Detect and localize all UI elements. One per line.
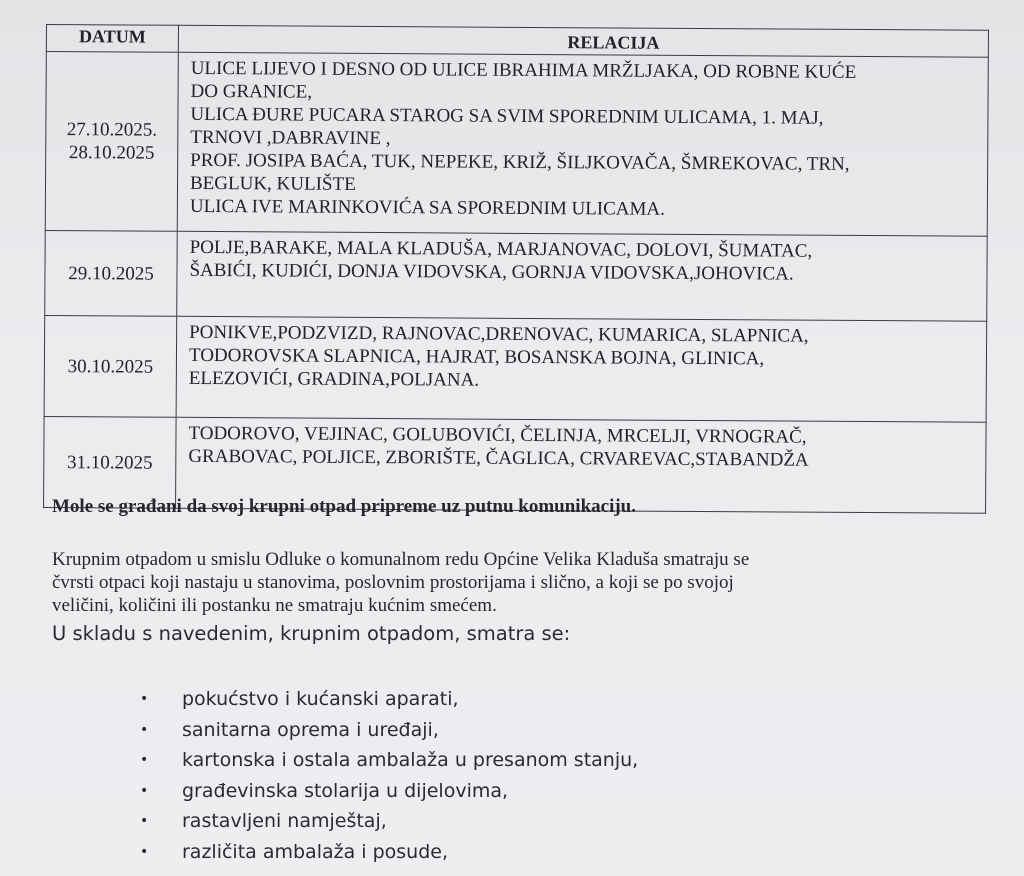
list-item (140, 837, 638, 868)
date-cell (45, 52, 178, 232)
list-item (140, 684, 638, 715)
definition-line: veličini, količini ili postanku ne smatraju kućnim smećem. (52, 595, 497, 616)
waste-item-list (140, 684, 638, 867)
date-text: 28.10.2025 (68, 142, 155, 164)
schedule-table (43, 24, 989, 514)
relation-cell (176, 316, 987, 422)
list-item (140, 776, 638, 807)
table-row (44, 315, 987, 422)
header-date: DATUM (46, 25, 178, 53)
relation-line: PONIKVE,PODZVIZD, RAJNOVAC,DRENOVAC, KUMARICA, SLAPNICA, (189, 321, 809, 347)
relation-line: BEGLUK, KULIŠTE (189, 172, 356, 195)
relation-line: TODOROVO, VEJINAC, GOLUBOVIĆI, ČELINJA, MRCELJI, VRNOGRAČ, (188, 422, 807, 448)
relation-cell (177, 52, 988, 236)
date-cell (44, 416, 177, 508)
list-item-text: različita ambalaža i posude, (182, 840, 449, 863)
list-item-text: rastavljeni namještaj, (182, 810, 387, 832)
relation-line: ŠABIĆI, KUDIĆI, DONJA VIDOVSKA, GORNJA VIDOVSKA,JOHOVICA. (189, 259, 794, 285)
date-text: 31.10.2025 (67, 451, 153, 474)
relation-line: DO GRANICE, (190, 80, 313, 103)
list-item-text: građevinska stolarija u dijelovima, (182, 779, 509, 802)
notice-text: Mole se građani da svoj krupni otpad pripreme uz putnu komunikaciju. (52, 496, 636, 517)
relation-line: TRNOVI ,DABRAVINE , (190, 126, 391, 150)
list-intro: U skladu s navedenim, krupnim otpadom, smatra se: (52, 622, 571, 645)
bullet-icon: • (140, 752, 149, 768)
date-cell (44, 315, 177, 417)
definition-line: čvrsti otpaci koji nastaju u stanovima, poslovnim prostorijama i slično, a koji se po svojoj (52, 572, 734, 593)
bullet-icon: • (140, 691, 149, 707)
definition-line: Krupnim otpadom u smislu Odluke o komunalnom redu Općine Velika Kladuša smatraju se (52, 549, 750, 570)
relation-line: ELEZOVIĆI, GRADINA,POLJANA. (188, 367, 480, 391)
relation-line: TODOROVSKA SLAPNICA, HAJRAT, BOSANSKA BOJNA, GLINICA, (188, 344, 765, 370)
relation-line: POLJE,BARAKE, MALA KLADUŠA, MARJANOVAC, DOLOVI, ŠUMATAC, (189, 236, 813, 262)
date-cell (45, 230, 178, 316)
list-item-text: kartonska i ostala ambalaža u presanom stanju, (182, 749, 639, 771)
date-text: 30.10.2025 (67, 355, 154, 378)
table-row (45, 230, 988, 321)
list-item (140, 715, 638, 746)
definition-paragraph (52, 548, 952, 617)
bullet-icon: • (140, 721, 149, 738)
list-item (140, 745, 638, 776)
relation-line: PROF. JOSIPA BAĆA, TUK, NEPEKE, KRIŽ, ŠILJKOVAČA, ŠMREKOVAC, TRN, (190, 149, 850, 175)
list-item (140, 806, 638, 837)
date-text: 27.10.2025. (66, 119, 158, 141)
relation-line: GRABOVAC, POLJICE, ZBORIŠTE, ČAGLICA, CRVAREVAC,STABANDŽA (188, 445, 809, 471)
relation-cell (177, 231, 988, 321)
list-item-text: pokućstvo i kućanski aparati, (182, 688, 459, 710)
relation-line: ULICE LIJEVO I DESNO OD ULICE IBRAHIMA MRŽLJAKA, OD ROBNE KUĆE (190, 57, 857, 83)
bullet-icon: • (140, 813, 149, 829)
relation-line: ULICA ĐURE PUCARA STAROG SA SVIM SPOREDNIM ULICAMA, 1. MAJ, (190, 103, 824, 129)
relation-line: ULICA IVE MARINKOVIĆA SA SPOREDNIM ULICAMA. (189, 195, 665, 220)
header-relation: RELACIJA (178, 25, 988, 57)
date-text: 29.10.2025 (68, 262, 154, 285)
bullet-icon: • (140, 843, 149, 860)
list-item-text: sanitarna oprema i uređaji, (182, 718, 439, 741)
bullet-icon: • (140, 782, 149, 799)
table-row (45, 52, 988, 237)
